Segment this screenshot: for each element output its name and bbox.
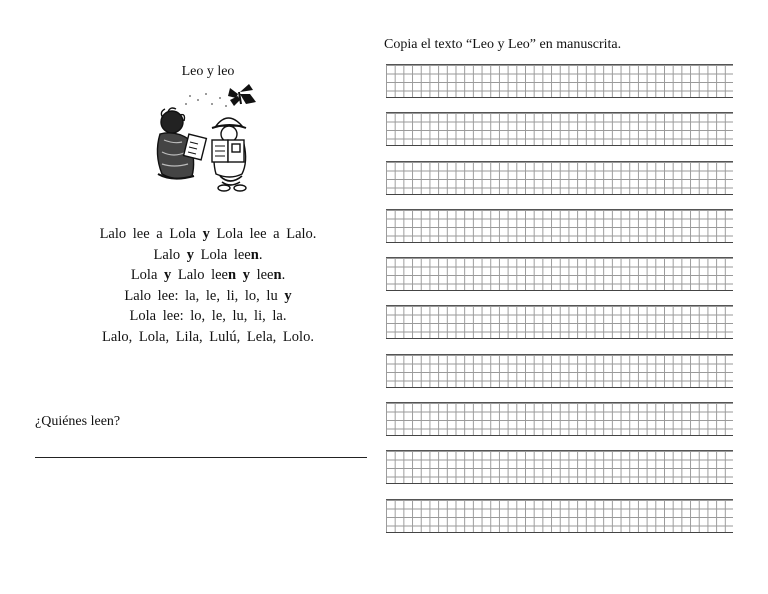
handwriting-grid-row[interactable] — [386, 402, 733, 436]
story-fragment: Lola lee: lo, le, lu, li, la. — [129, 308, 287, 324]
story-fragment: Lalo lee a Lola — [99, 226, 203, 242]
story-fragment — [236, 267, 243, 283]
story-line — [58, 327, 358, 348]
story-bold-fragment: y — [202, 226, 210, 242]
story-fragment: Lalo lee: la, le, li, lo, lu — [124, 287, 285, 304]
handwriting-grid-row[interactable] — [386, 64, 733, 98]
handwriting-grid-row[interactable] — [386, 112, 733, 146]
comprehension-question: ¿Quiénes leen? — [35, 414, 121, 429]
story-fragment: Lola lee a Lalo. — [209, 226, 317, 242]
story-line — [58, 245, 358, 266]
girl-reading — [212, 118, 246, 191]
story-line — [58, 265, 358, 286]
story-line — [58, 306, 358, 327]
answer-line[interactable] — [35, 457, 367, 458]
children-reading-with-butterfly-icon — [150, 82, 265, 197]
story-fragment: . — [281, 267, 286, 283]
story-fragment: . — [258, 246, 263, 263]
story-bold-fragment: n — [228, 267, 237, 283]
story-fragment: Lalo — [153, 246, 187, 263]
handwriting-grid-row[interactable] — [386, 354, 733, 388]
story-bold-fragment: n — [273, 267, 282, 283]
handwriting-practice-area — [386, 64, 733, 547]
story-line — [58, 224, 358, 245]
handwriting-grid-row[interactable] — [386, 305, 733, 339]
story-fragment: Lola lee — [194, 246, 251, 263]
story-line — [58, 286, 358, 307]
story-title: Leo y leo — [181, 64, 235, 79]
story-fragment: lee — [249, 267, 274, 283]
handwriting-grid-row[interactable] — [386, 257, 733, 291]
children-reading-illustration — [150, 82, 265, 197]
story-bold-fragment: n — [250, 246, 259, 263]
handwriting-grid-row[interactable] — [386, 161, 733, 195]
story-fragment: Lalo, Lola, Lila, Lulú, Lela, Lolo. — [102, 328, 314, 345]
story-text — [58, 224, 358, 347]
story-bold-fragment: y — [284, 287, 292, 304]
story-fragment: Lola — [130, 267, 165, 283]
butterfly-icon — [228, 84, 256, 106]
copy-instruction: Copia el texto “Leo y Leo” en manuscrita. — [384, 37, 622, 52]
handwriting-grid-row[interactable] — [386, 450, 733, 484]
boy-reading — [157, 108, 206, 179]
story-bold-fragment: y — [242, 267, 250, 283]
story-bold-fragment: y — [164, 267, 172, 283]
story-fragment: Lalo lee — [171, 267, 228, 283]
handwriting-grid-row[interactable] — [386, 499, 733, 533]
handwriting-grid-row[interactable] — [386, 209, 733, 243]
story-bold-fragment: y — [186, 246, 194, 263]
